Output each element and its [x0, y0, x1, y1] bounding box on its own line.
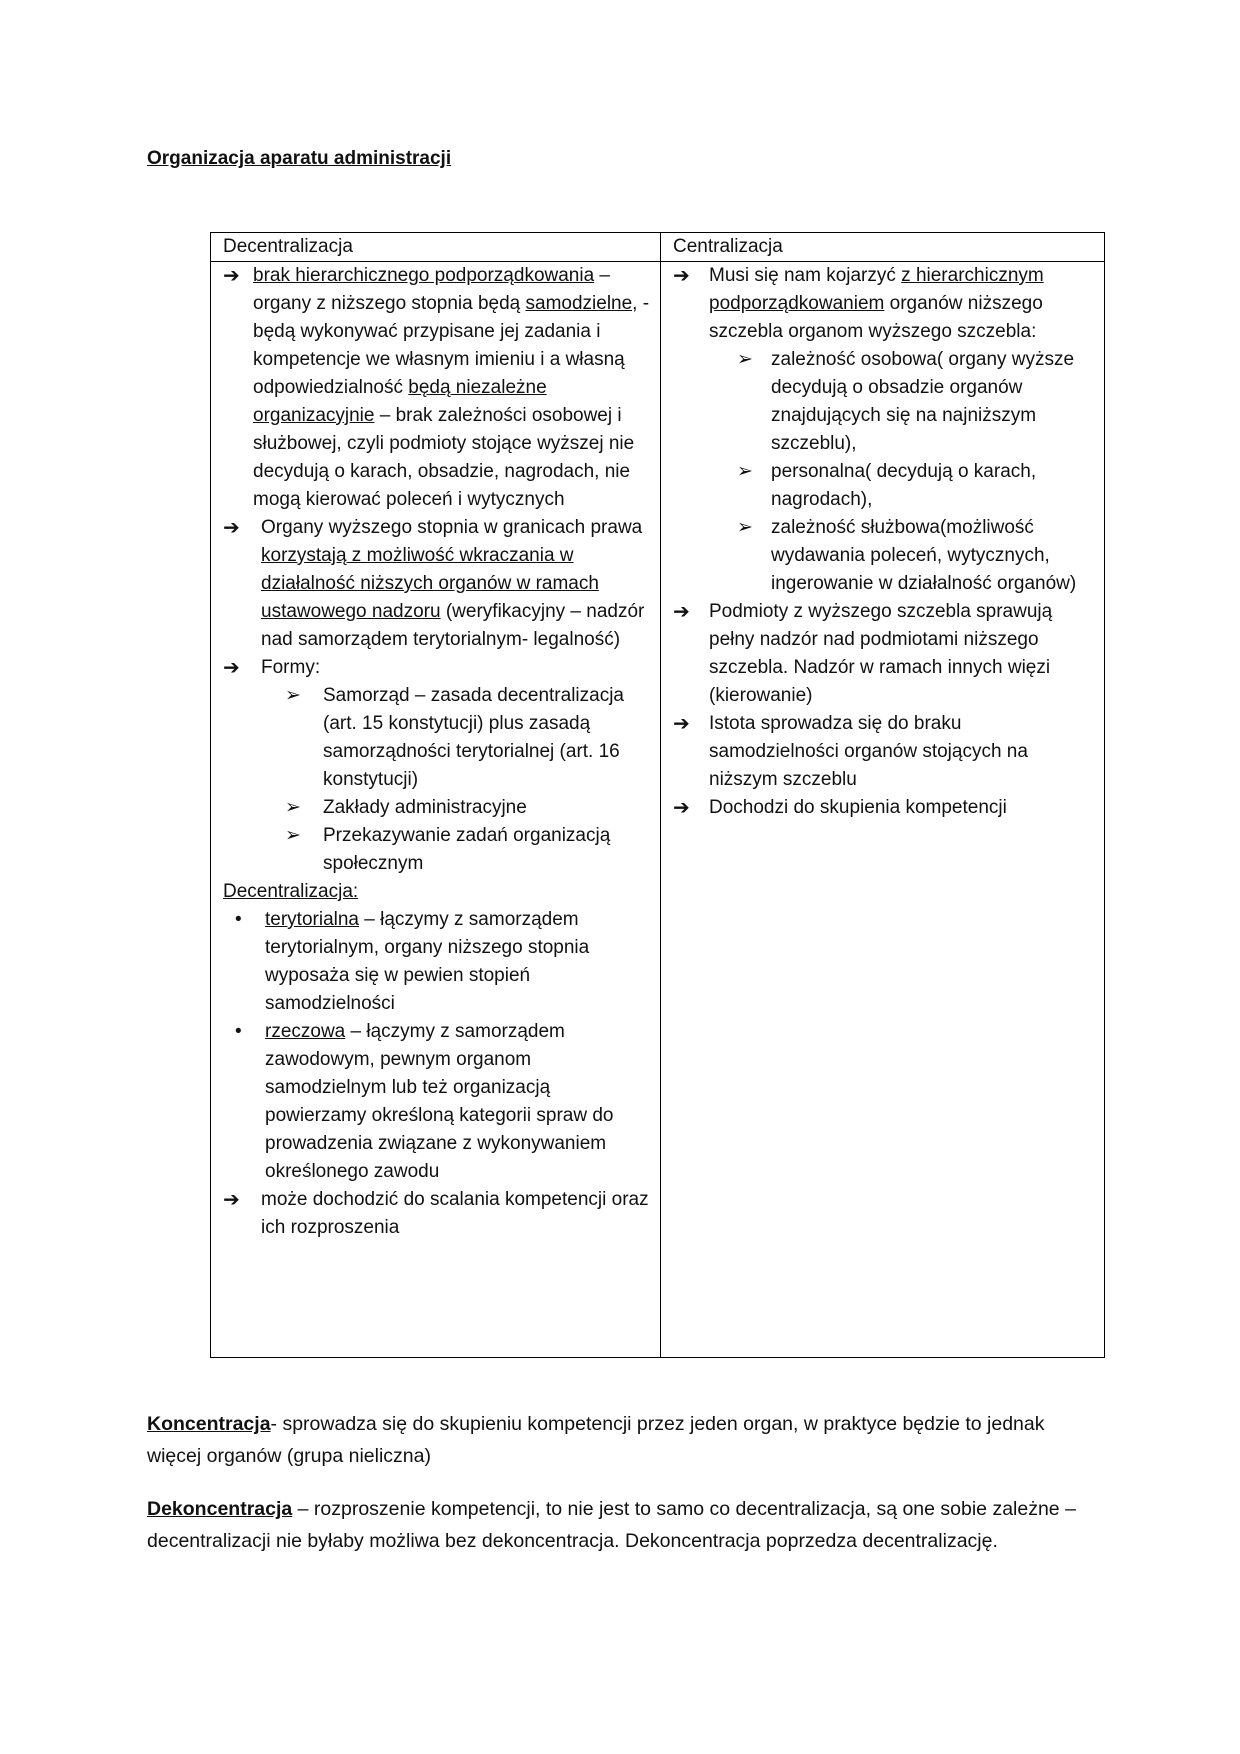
underlined-text: terytorialna — [265, 909, 359, 930]
term-koncentracja: Koncentracja — [147, 1413, 271, 1435]
list-item — [673, 598, 1094, 710]
bullet-icon: • — [235, 1021, 242, 1042]
item-text: Organy wyższego stopnia w granicach prawa — [261, 517, 643, 538]
item-text: zależność osobowa( organy wyższe decydują o obsadzie organów znajdujących się na najniższym szczeblu), — [771, 349, 1075, 454]
item-text: – brak zależności osobowej i służbowej, czyli podmioty stojące wyższej nie decydują o karach, obsadzie, nagrodach, nie mogą kierować poleceń i wytycznych — [253, 405, 635, 510]
arrow-icon: ➔ — [223, 657, 240, 679]
item-text: – organy z niższego stopnia będą — [253, 265, 611, 314]
list-item — [673, 262, 1094, 346]
paragraph-dekoncentracja — [147, 1493, 1087, 1557]
arrow-icon: ➔ — [223, 517, 240, 539]
item-text: Zakłady administracyjne — [323, 797, 527, 818]
centralizacja-cell — [661, 262, 1105, 1358]
document-title: Organizacja aparatu administracji — [147, 148, 452, 169]
underlined-text: rzeczowa — [265, 1021, 346, 1042]
list-item — [673, 710, 1094, 794]
arrow-icon: ➔ — [223, 265, 240, 287]
item-text: może dochodzić do scalania kompetencji oraz ich rozproszenia — [261, 1189, 649, 1238]
table-body-row — [211, 262, 1105, 1358]
list-item — [223, 822, 650, 878]
arrowhead-bullet-icon: ➢ — [737, 349, 753, 370]
arrow-icon: ➔ — [673, 601, 690, 623]
item-text: zależność służbowa(możliwość wydawania poleceń, wytycznych, ingerowanie w działalność organów) — [771, 517, 1077, 594]
list-item — [223, 1186, 650, 1242]
list-item — [673, 794, 1094, 822]
list-item — [223, 654, 650, 682]
arrowhead-bullet-icon: ➢ — [737, 461, 753, 482]
definition-koncentracja: - sprowadza się do skupieniu kompetencji przez jeden organ, w praktyce będzie to jednak więcej organów (grupa nieliczna) — [147, 1413, 1045, 1467]
item-text: Formy: — [261, 657, 321, 678]
underlined-text: samodzielne, — [525, 293, 638, 314]
header-decentralizacja: Decentralizacja — [211, 233, 661, 262]
list-item — [673, 514, 1094, 598]
item-text: personalna( decydują o karach, nagrodach), — [771, 461, 1037, 510]
arrow-icon: ➔ — [223, 1189, 240, 1211]
definition-dekoncentracja: – rozproszenie kompetencji, to nie jest to samo co decentralizacja, są one sobie zależne – decentralizacji nie byłaby możliwa bez dekoncentracja. Dekoncentracja poprzedza decentralizację. — [147, 1498, 1076, 1552]
item-text: Samorząd – zasada decentralizacja (art. 15 konstytucji) plus zasadą samorządności terytorialnej (art. 16 konstytucji) — [323, 685, 625, 790]
item-text: – łączymy z samorządem terytorialnym, organy niższego stopnia wyposaża się w pewien stopień samodzielności — [265, 909, 590, 1014]
list-item — [223, 514, 650, 654]
list-item — [223, 906, 650, 1018]
item-text: Istota sprowadza się do braku samodzielności organów stojących na niższym szczeblu — [709, 713, 1028, 790]
arrowhead-bullet-icon: ➢ — [285, 825, 301, 846]
item-text: – łączymy z samorządem zawodowym, pewnym organom samodzielnym lub też organizacją powierzamy określoną kategorii spraw do prowadzenia związane z wykonywaniem określonego zawodu — [265, 1021, 614, 1182]
list-item — [673, 346, 1094, 458]
arrow-icon: ➔ — [673, 713, 690, 735]
subheading-decentralizacja: Decentralizacja: — [223, 881, 359, 902]
item-text: Musi się nam kojarzyć — [709, 265, 902, 286]
arrow-icon: ➔ — [673, 797, 690, 819]
list-item — [223, 1018, 650, 1186]
term-dekoncentracja: Dekoncentracja — [147, 1498, 293, 1520]
item-text: Dochodzi do skupienia kompetencji — [709, 797, 1007, 818]
list-item — [223, 262, 650, 514]
list-item — [223, 682, 650, 794]
decentralizacja-cell — [211, 262, 661, 1358]
underlined-text: korzystają z możliwość wkraczania w działalność niższych organów w ramach ustawowego nadzoru — [261, 545, 599, 622]
item-text: Przekazywanie zadań organizacją społecznym — [323, 825, 611, 874]
paragraph-koncentracja — [147, 1408, 1087, 1472]
arrow-icon: ➔ — [673, 265, 690, 287]
arrowhead-bullet-icon: ➢ — [737, 517, 753, 538]
table-header-row — [211, 233, 1105, 262]
item-text: - będą wykonywać przypisane jej zadania i kompetencje we własnym imieniu i a własną odpowiedzialność — [253, 293, 650, 398]
arrowhead-bullet-icon: ➢ — [285, 685, 301, 706]
list-item — [673, 458, 1094, 514]
item-text: organów niższego szczebla organom wyższego szczebla: — [709, 293, 1043, 342]
item-text: Podmioty z wyższego szczebla sprawują pełny nadzór nad podmiotami niższego szczebla. Nadzór w ramach innych więzi (kierowanie) — [709, 601, 1053, 706]
arrowhead-bullet-icon: ➢ — [285, 797, 301, 818]
header-centralizacja: Centralizacja — [661, 233, 1105, 262]
underlined-text: będą niezależne organizacyjnie — [253, 377, 547, 426]
underlined-text: brak hierarchicznego podporządkowania — [253, 265, 595, 286]
list-item — [223, 794, 650, 822]
comparison-table — [210, 232, 1105, 1358]
item-text: (weryfikacyjny – nadzór nad samorządem terytorialnym- legalność) — [261, 601, 645, 650]
bullet-icon: • — [235, 909, 242, 930]
underlined-text: z hierarchicznym podporządkowaniem — [709, 265, 1044, 314]
